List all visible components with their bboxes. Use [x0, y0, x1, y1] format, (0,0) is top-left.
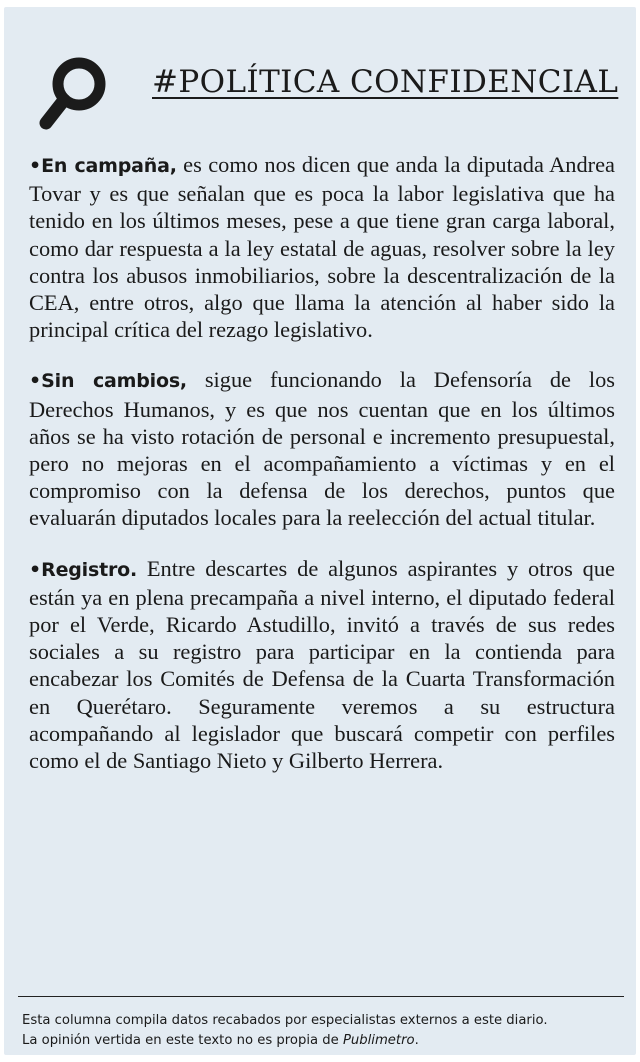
- bullet-marker: •: [29, 155, 42, 177]
- column-header: [38, 53, 619, 133]
- disclaimer-line-1: Esta columna compila datos recabados por especialistas externos a este diario.: [22, 1013, 548, 1028]
- disclaimer-text: La opinión vertida en este texto no es propia de: [22, 1033, 343, 1048]
- bullet-marker: •: [29, 558, 42, 581]
- column-card: [4, 7, 636, 1055]
- bullet-marker: •: [29, 370, 42, 393]
- column-title: #POLÍTICA CONFIDENCIAL: [152, 64, 619, 100]
- paragraph-text: es como nos dicen que anda la diputada Andrea Tovar y es que señalan que es poca la labor legislativa que ha tenido en los últimos meses, pese a que tiene gran carga laboral, como dar respuesta a la ley estatal de aguas, resolver sobre la ley contra los abusos inmobiliarios, sobre la descentralización de la CEA, entre otros, algo que llama la atención al haber sido la principal crítica del rezago legislativo.: [29, 152, 615, 343]
- paragraph-en-campana: [29, 151, 615, 343]
- paragraph-text: sigue funcionando la Defensoría de los Derechos Humanos, y es que nos cuentan que en los últimos años se ha visto rotación de personal e incremento presupuestal, pero no mejoras en el acompañamiento a víctimas y en el compromiso con la defensa de los derechos, puntos que evaluarán diputados locales para la reelección del actual titular.: [29, 367, 615, 531]
- column-body: [29, 151, 615, 797]
- publication-name: Publimetro: [342, 1033, 415, 1048]
- disclaimer-footer: [22, 1011, 626, 1051]
- paragraph-sin-cambios: [29, 366, 615, 531]
- paragraph-text: Entre descartes de algunos aspirantes y otros que están ya en plena precampaña a nivel interno, el diputado federal por el Verde, Ricardo Astudillo, invitó a través de sus redes sociales a su registro para participar en la contienda para encabezar los Comités de Defensa de la Cuarta Transformación en Querétaro. Seguramente veremos a su estructura acompañando al legislador que buscará competir con perfiles como el de Santiago Nieto y Gilberto Herrera.: [29, 555, 615, 774]
- search-icon: [38, 55, 108, 131]
- footer-divider: [18, 996, 624, 997]
- disclaimer-period: .: [414, 1033, 419, 1048]
- paragraph-lead: En campaña,: [41, 155, 177, 177]
- disclaimer-line-2: [22, 1031, 626, 1051]
- paragraph-lead: Sin cambios,: [41, 370, 187, 393]
- paragraph-lead: Registro.: [41, 558, 138, 581]
- paragraph-registro: [29, 555, 615, 775]
